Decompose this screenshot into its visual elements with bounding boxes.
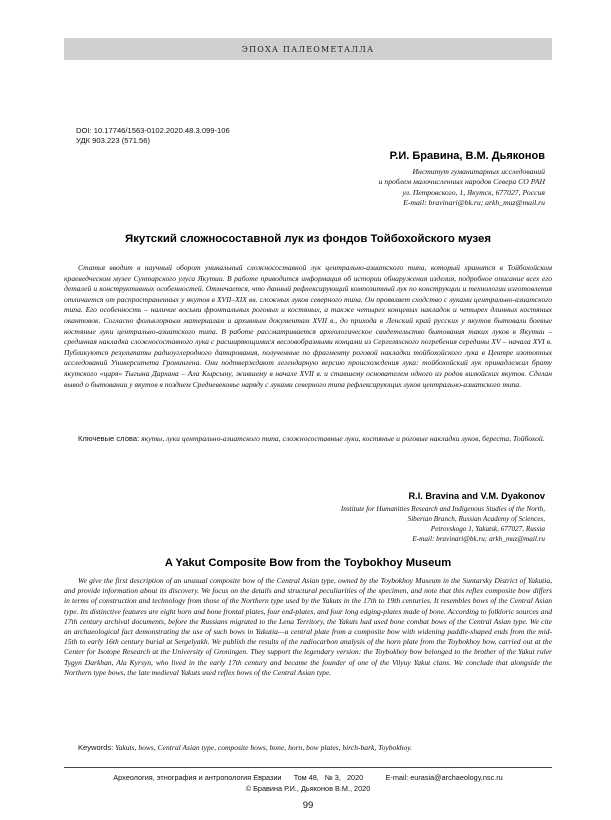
- running-header: [64, 38, 552, 60]
- affiliation-ru-line: и проблем малочисленных народов Севера СО РАН: [378, 177, 545, 187]
- affiliation-en-line: Petrovskogo 1, Yakutsk, 677027, Russia: [430, 525, 545, 533]
- affiliation-en-line: Institute for Humanities Research and Indigenous Studies of the North,: [340, 505, 545, 513]
- page-number: 99: [302, 800, 314, 811]
- abstract-ru: Статья вводит в научный оборот уникальный сложносоставной лук центрально-азиатского типа, который хранится в Тойбохойском краеведческом музее Сунтарского улуса Якутии. В работе приводится информация об истории обнаружения изделия, подробное описание всех его деталей и конструктивных особенностей. Отмечается, что данный рефлексирующий композитный лук по конструкции и технологии изготовления отличается от распространенных у якутов в XVII–XIX вв. сложных луков северного типа. Он проявляет сходство с луками центрально-азиатского типа. Его особенность – наличие восьми фронтальных роговых и костяных, а также четырех концевых накладок и четырех длинных костяных окантовок. Согласно фольклорным материалам и архивным документам XVII в., до прихода в Ленский край русских у якутов бытовали боевые костяные луки центрально-азиатского типа. В работе рассматривается археологическое свидетельство бытования таких луков в Якутии – срединная накладка сложносоставного лука с расширяющимися весловобразными концами из Сергеляхского погребения середины XV – начала XVI в. Публикуются результаты радиоуглеродного датирования, полученные по фрагменту роговой накладки тойбохойского лука в Центре изотопных исследований Университета Гронингена. Они подтверждают легендарную версию происхождения лука: тойбохойский лук принадлежал брату якутского «царя» Тыгына Дархана – Ала Кырсыну, жившему в начале XVII в. и ставшему основателем одного из родов вилюйских якутов. Сделан вывод о бытовании у якутов в позднем Средневековье наряду с луками северного типа рефлексирующих луков центрально-азиатского типа.: [64, 263, 552, 389]
- footer-issue: № 3,: [324, 773, 341, 782]
- footer-year: 2020: [346, 773, 364, 782]
- footer-divider: [64, 767, 552, 768]
- affiliation-en-line: Siberian Branch, Russian Academy of Sciences,: [407, 515, 545, 523]
- affiliation-ru-email: E-mail: bravinari@bk.ru; arkh_muz@mail.ru: [403, 198, 545, 208]
- article-title-ru: Якутский сложносоставной лук из фондов Тойбохойского музея: [125, 233, 491, 245]
- footer-journal-line: [64, 773, 552, 782]
- doi: DOI: 10.17746/1563-0102.2020.48.3.099-106: [76, 126, 230, 135]
- affiliation-ru-line: Институт гуманитарных исследований: [412, 167, 545, 176]
- affiliation-ru-line: ул. Петровского, 1, Якутск, 677027, Россия: [402, 187, 545, 197]
- article-title-en: A Yakut Composite Bow from the Toybokhoy Museum: [164, 557, 452, 569]
- authors-ru: Р.И. Бравина, В.М. Дьяконов: [389, 150, 545, 162]
- affiliation-en-email: E-mail: bravinari@bk.ru; arkh_muz@mail.ru: [412, 535, 545, 543]
- keywords-en-label: Keywords:: [78, 743, 114, 752]
- udc: УДК 903.223 (571.56): [76, 136, 151, 145]
- keywords-ru-text: якуты, луки центрально-азиатского типа, сложносоставные луки, костяные и роговые накладки луков, береста, Тойбохой.: [141, 434, 545, 443]
- footer-copyright: © Бравина Р.И., Дьяконов В.М., 2020: [245, 784, 371, 793]
- affiliation-ru: [250, 167, 545, 209]
- keywords-en-text: Yakuts, bows, Central Asian type, composite bows, bone, horn, bow plates, birch-bark, Toybokhoy.: [115, 743, 413, 752]
- keywords-en: [64, 743, 552, 753]
- footer-email: E-mail: eurasia@archaeology.nsc.ru: [385, 773, 503, 782]
- affiliation-en: [250, 504, 545, 544]
- keywords-ru-label: Ключевые слова:: [78, 434, 140, 443]
- footer-journal: Археология, этнография и антропология Евразии: [113, 773, 282, 782]
- abstract-en: We give the first description of an unusual composite bow of the Central Asian type, owned by the Toybokhoy Museum in the Suntarsky District of Yakutia, and provide information about its discovery. We focus on the details and structural peculiarities of the specimen, and note that this reflex composite bow differs in terms of construction and technology from those of the Northern type used by the Yakuts in the 17th to 19th centuries. It resembles bows of the Central Asian type. Its distinctive features are eight horn and bone frontal plates, four end-plates, and four long edging-plates made of bone. According to folkloric sources and 17th century archival documents, before the Russians migrated to the Lena Territory, the Yakuts had used bone combat bows of the Central Asian type. We cite an archaeological fact demonstrating the use of such bows in Yakutia—a central plate from a composite bow with widening paddle-shaped ends from the mid-15th to early 16th century burial at Sergelyakh. We publish the results of the radiocarbon analysis of the horn plate from the Toybokhoy bow, carried out at the Center for Isotope Research at the University of Groningen. They support the legendary version: the Toybokhoy bow belonged to the brother of the Yakut ruler Tygyn Darkhan, Ala Kyrsyn, who lived in the early 17th century and became the founder of one of the Vilyuy Yakut clans. We conclude that alongside the Northern type bows, the late medieval Yakuts used reflex bows of the Central Asian type.: [64, 576, 552, 677]
- keywords-ru: [64, 434, 552, 445]
- running-header-text: ЭПОХА ПАЛЕОМЕТАЛЛА: [241, 44, 375, 54]
- footer-volume: Том 48,: [293, 773, 319, 782]
- authors-en: R.I. Bravina and V.M. Dyakonov: [408, 491, 545, 501]
